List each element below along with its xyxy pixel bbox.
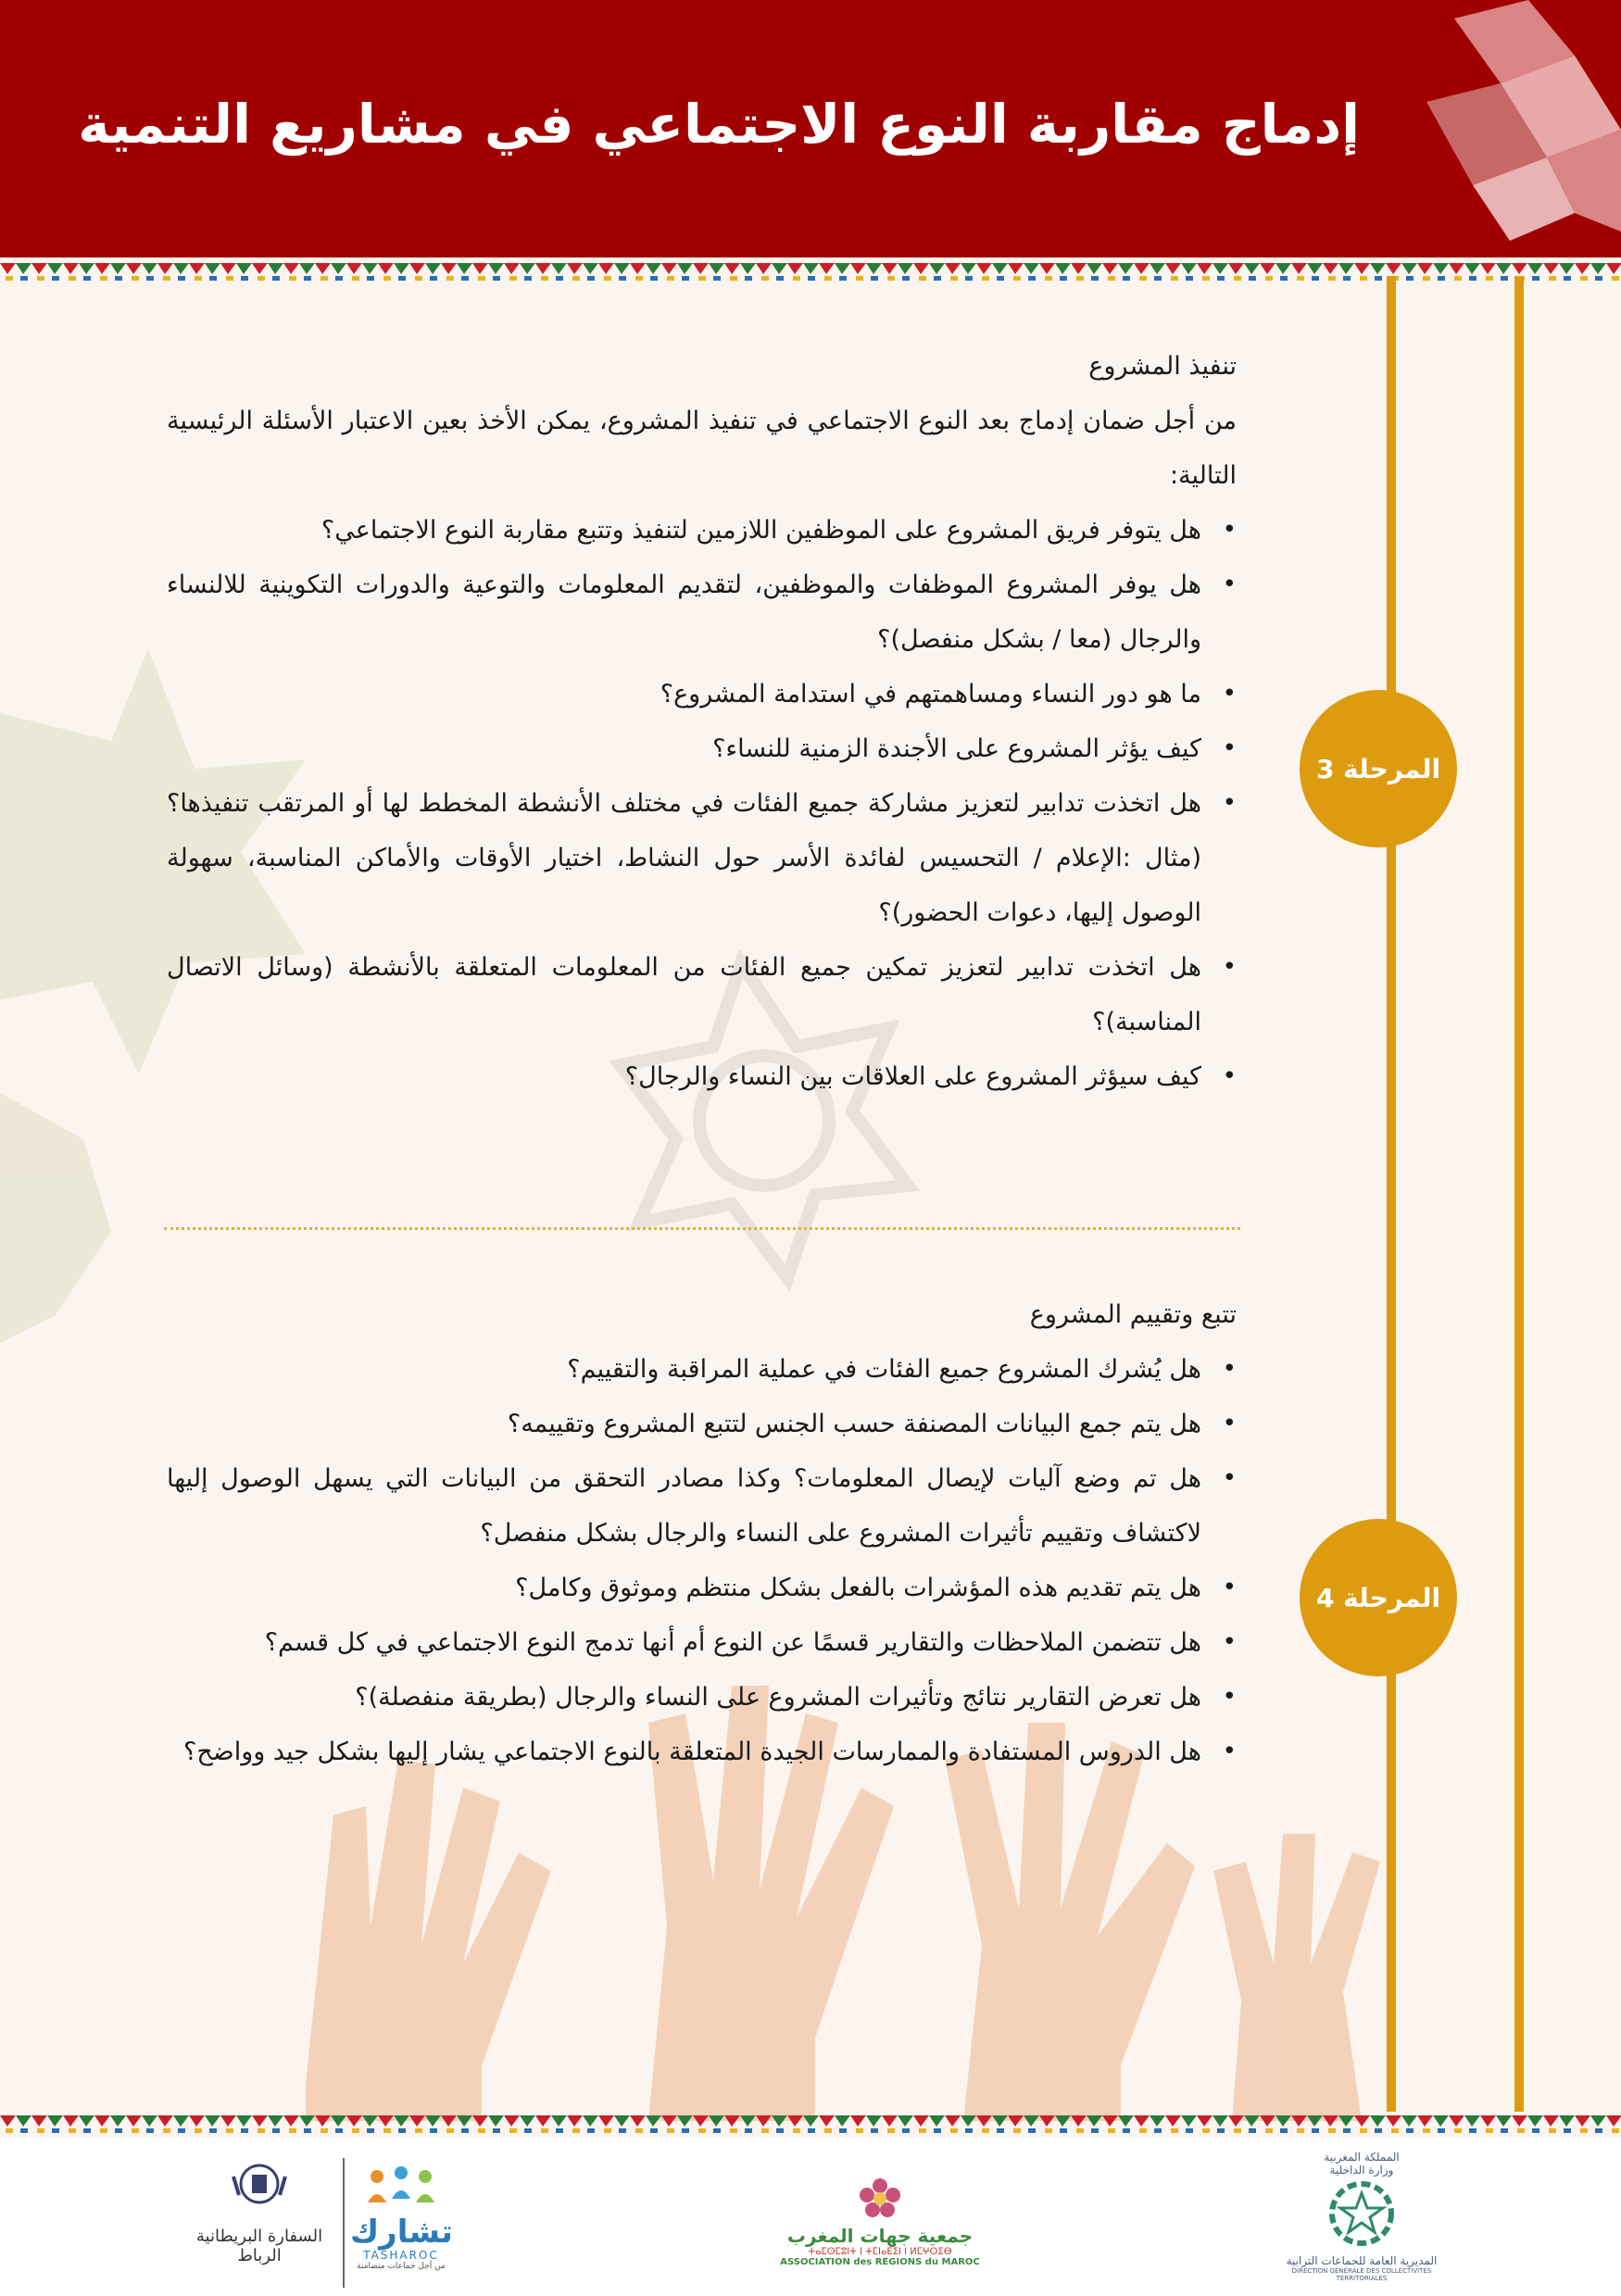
embassy-name: السفارة البريطانية [195,2227,323,2246]
stage-3-label: المرحلة 3 [1315,753,1441,784]
list-item: • ما هو دور النساء ومساهمتهم في استدامة المشروع؟ [660,680,1237,709]
question-list [167,503,1237,1104]
tasharoc-latin: TASHAROC [363,2249,439,2262]
section-monitoring-evaluation [167,1287,1237,1779]
british-embassy-logo [185,2158,333,2265]
regions-arabic: جمعية جهات المغرب [786,2225,974,2247]
stage-4-label: المرحلة 4 [1315,1582,1441,1613]
regions-tifinagh: ⵜⴰⵎⵙⵎⵓⵏⵜ ⵏ ⵜⵎⵏⴰⴹⵉⵏ ⵏ ⵍⵎⵖⵔⵉⴱ [808,2247,952,2257]
timeline-line-outer [1514,276,1524,2112]
list-item: • هل يتم جمع البيانات المصنفة حسب الجنس لتتبع المشروع وتقييمه؟ [507,1410,1237,1438]
ministry-kingdom: المملكة المغربية [1324,2151,1400,2164]
section-divider [164,1227,1240,1230]
section-implementation [167,339,1237,1104]
section-intro: من أجل ضمان إدماج بعد النوع الاجتماعي في تنفيذ المشروع، يمكن الأخذ بعين الاعتبار الأسئلة الرئيسية التالية: [167,407,1237,490]
stage-4-marker [1300,1519,1457,1676]
tasharoc-tagline: من أجل جماعات متضامنة [357,2262,446,2271]
section-heading: تتبع وتقييم المشروع [1029,1300,1237,1329]
ministry-directorate-fr: DIRECTION GÉNÉRALE DES COLLECTIVITÉS TERRITORIALES [1291,2267,1432,2282]
logo-separator [343,2158,345,2288]
regions-latin: ASSOCIATION des REGIONS du MAROC [780,2257,980,2267]
list-item: • هل يوفر المشروع الموظفات والموظفين، لتقديم المعلومات والتوعية والدورات التكوينية للالنساء والرجال (معا / بشكل منفصل)؟ [167,571,1237,654]
tasharoc-people-icon [364,2165,438,2212]
question-list [167,1342,1237,1779]
header-geometric-ornament [1389,0,1621,257]
list-item: • هل يُشرك المشروع جميع الفئات في عملية المراقبة والتقييم؟ [567,1355,1237,1384]
ministry-emblem-icon [1320,2177,1403,2251]
ministry-directorate: المديرية العامة للجماعات الترابية [1286,2254,1438,2267]
tasharoc-logo [350,2165,452,2271]
list-item: • هل اتخذت تدابير لتعزيز تمكين جميع الفئات من المعلومات المتعلقة بالأنشطة (وسائل الاتصال المناسبة)؟ [167,953,1237,1036]
list-item: • هل تم وضع آليات لإيصال المعلومات؟ وكذا مصادر التحقق من البيانات التي يسهل الوصول إليها لاكتشاف وتقييم تأثيرات المشروع على النساء والرجال بشكل منفصل؟ [167,1464,1237,1548]
regions-flower-icon [852,2175,908,2221]
top-decorative-border [0,259,1621,283]
timeline-line-inner [1387,276,1396,2112]
page-title: إدماج مقاربة النوع الاجتماعي في مشاريع التنمية [78,93,1360,156]
list-item: • هل تتضمن الملاحظات والتقارير قسمًا عن النوع أم أنها تدمج النوع الاجتماعي في كل قسم؟ [264,1628,1237,1657]
list-item: • هل يتم تقديم هذه المؤشرات بالفعل بشكل منتظم وموثوق وكامل؟ [515,1574,1237,1602]
ministry-interior: وزارة الداخلية [1329,2164,1394,2177]
footer-logos [0,2138,1621,2296]
royal-crest-icon [232,2158,287,2210]
list-item: • كيف يؤثر المشروع على الأجندة الزمنية للنساء؟ [712,734,1237,763]
list-item: • هل اتخذت تدابير لتعزيز مشاركة جميع الفئات في مختلف الأنشطة المخطط لها أو المرتقب تنفيذها؟ (مثال :الإعلام / التحسيس لفائدة الأسر حول النشاط، اختيار الأوقات والأماكن المناسبة، سهولة الوصول إليها، دعوات الحضور)؟ [167,789,1237,927]
list-item: • كيف سيؤثر المشروع على العلاقات بين النساء والرجال؟ [624,1062,1237,1091]
regions-association-logo [769,2175,991,2267]
tasharoc-name: تشارك [350,2214,453,2251]
section-heading: تنفيذ المشروع [1088,352,1237,381]
list-item: • هل الدروس المستفادة والممارسات الجيدة المتعلقة بالنوع الاجتماعي يشار إليها بشكل جيد وواضح؟ [183,1738,1237,1766]
ministry-logo [1278,2151,1445,2282]
list-item: • هل يتوفر فريق المشروع على الموظفين اللازمين لتنفيذ وتتبع مقاربة النوع الاجتماعي؟ [320,516,1237,545]
stage-3-marker [1300,690,1457,847]
header-banner [0,0,1621,257]
bottom-decorative-border [0,2112,1621,2136]
list-item: • هل تعرض التقارير نتائج وتأثيرات المشروع على النساء والرجال (بطريقة منفصلة)؟ [355,1683,1237,1712]
embassy-city: الرباط [237,2246,282,2265]
